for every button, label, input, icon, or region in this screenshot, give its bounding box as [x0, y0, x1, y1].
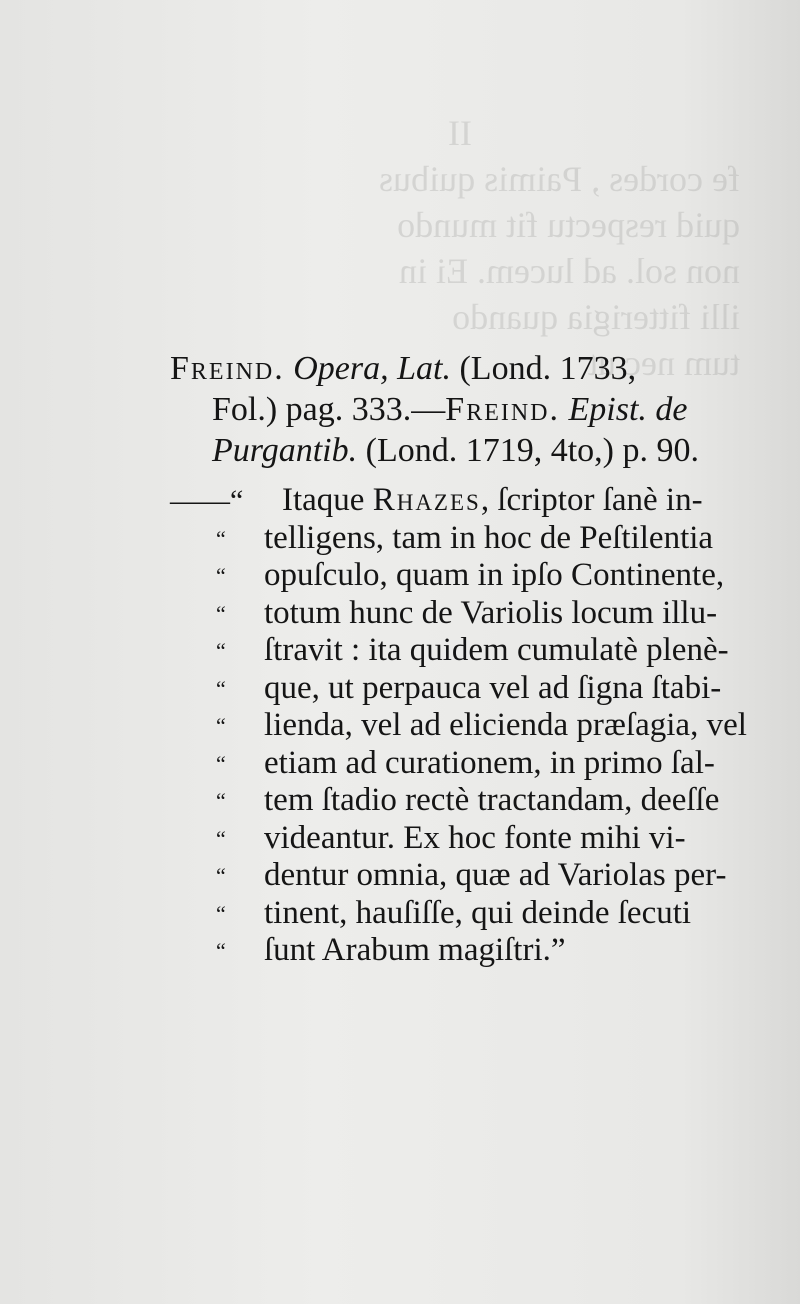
- latin-quotation: [170, 482, 770, 970]
- quote-mark: “: [216, 750, 226, 776]
- quote-line: [170, 895, 770, 933]
- author-name: Freind.: [170, 350, 285, 387]
- bibliographic-reference: [170, 348, 770, 471]
- quote-text: videantur. Ex hoc fonte mihi vi-: [264, 819, 686, 856]
- bleed-line: non sol. ad lucem. Ei in: [399, 251, 740, 291]
- quote-mark: “: [216, 713, 226, 738]
- quote-text: Itaque: [282, 482, 373, 518]
- quote-line: [170, 745, 770, 783]
- quote-line: [170, 820, 770, 858]
- reference-line-1: [170, 348, 770, 389]
- quote-line: [170, 932, 770, 970]
- bleed-line: II: [448, 113, 472, 153]
- quote-mark: “: [216, 563, 226, 588]
- quote-line: [170, 482, 770, 520]
- quote-line: [170, 557, 770, 595]
- work-title: Epist. de: [568, 391, 688, 428]
- quote-text: , ſcriptor ſanè in-: [480, 482, 703, 518]
- quote-mark: “: [216, 638, 226, 663]
- bleed-line: tum nec ut: [588, 343, 740, 383]
- quote-text: ſtravit : ita quidem cumulatè plenè-: [264, 632, 729, 668]
- quote-line: [170, 595, 770, 633]
- reference-line-2: [170, 389, 770, 430]
- author-name: Freind.: [445, 391, 561, 428]
- quote-mark: “: [216, 525, 226, 551]
- quote-lead-dash: ——“: [170, 484, 244, 517]
- quote-text: totum hunc de Variolis locum illu-: [264, 594, 718, 631]
- page-reference: Fol.) pag. 333.—: [212, 391, 446, 428]
- quote-text: tem ſtadio rectè tractandam, deeſſe: [264, 782, 720, 818]
- bleed-line: illi fitterigia quando: [452, 297, 740, 337]
- quote-mark: “: [216, 788, 226, 813]
- quote-text: tinent, hauſiſſe, qui deinde ſecuti: [264, 894, 692, 931]
- bleed-line: fe cordes , Paimis quibus: [379, 159, 740, 199]
- language-note: Lat.: [397, 350, 451, 387]
- reference-line-3: [170, 430, 770, 471]
- quote-mark: “: [216, 675, 226, 701]
- quote-line: [170, 520, 770, 558]
- quote-mark: “: [216, 600, 226, 626]
- quote-mark: “: [216, 900, 226, 926]
- quote-text: que, ut perpauca vel ad ſigna ſtabi-: [264, 669, 722, 706]
- quote-text: lienda, vel ad elicienda præſagia, vel: [264, 707, 747, 743]
- quote-line: [170, 782, 770, 820]
- quote-mark: “: [216, 863, 226, 888]
- quote-line: [170, 632, 770, 670]
- quote-line: [170, 707, 770, 745]
- quote-mark: “: [216, 825, 226, 851]
- quote-text: etiam ad curationem, in primo ſal-: [264, 744, 715, 781]
- work-title: Opera,: [293, 350, 389, 387]
- quote-line: [170, 857, 770, 895]
- quote-text: dentur omnia, quæ ad Variolas per-: [264, 857, 727, 893]
- edition-details: (Lond. 1719, 4to,) p. 90.: [365, 432, 699, 469]
- edition-details: (Lond. 1733,: [459, 350, 637, 387]
- quote-line: [170, 670, 770, 708]
- quoted-author-name: Rhazes: [372, 482, 481, 518]
- quote-text: ſunt Arabum magiſtri.”: [264, 932, 566, 968]
- quote-mark: “: [216, 938, 226, 963]
- quote-text: telligens, tam in hoc de Peſtilentia: [264, 519, 714, 556]
- quote-text: opuſculo, quam in ipſo Continente,: [264, 557, 725, 593]
- work-title: Purgantib.: [212, 432, 358, 469]
- bleed-line: quid respectu fit mundo: [397, 205, 740, 245]
